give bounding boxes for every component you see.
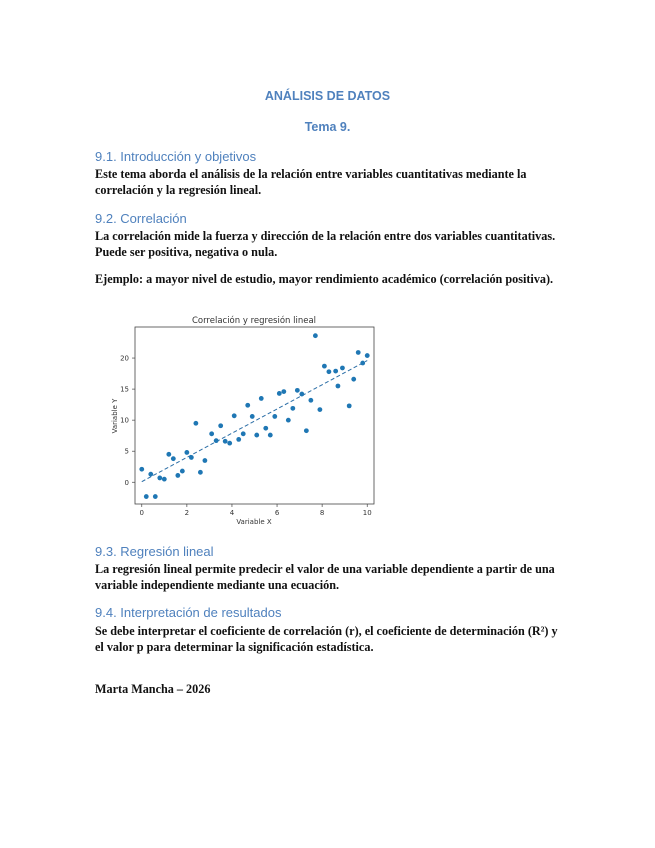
data-point	[202, 458, 207, 463]
data-point	[365, 353, 370, 358]
x-tick-label: 8	[319, 509, 325, 517]
data-point	[272, 414, 277, 419]
data-point	[290, 406, 295, 411]
data-point	[214, 438, 219, 443]
paragraph-line: Puede ser positiva, negativa o nula.	[95, 245, 278, 259]
data-point	[245, 403, 250, 408]
regression-line	[142, 361, 367, 482]
data-point	[347, 403, 352, 408]
data-point	[171, 456, 176, 461]
data-point	[193, 421, 198, 426]
data-point	[232, 413, 237, 418]
paragraph-line: La regresión lineal permite predecir el valor de una variable dependiente a partir de una	[95, 562, 555, 576]
x-tick-label: 4	[229, 509, 235, 517]
data-point	[157, 476, 162, 481]
section-heading: 9.2. Correlación	[95, 211, 187, 226]
author-line: Marta Mancha – 2026	[95, 682, 211, 696]
data-point	[263, 426, 268, 431]
data-point	[144, 494, 149, 499]
y-tick-label: 10	[120, 416, 129, 425]
x-axis-label: Variable X	[236, 518, 272, 526]
data-point	[241, 431, 246, 436]
section-heading: 9.3. Regresión lineal	[95, 544, 214, 559]
data-point	[218, 423, 223, 428]
data-point	[139, 467, 144, 472]
y-tick-label: 20	[120, 354, 129, 363]
paragraph-line: variable independiente mediante una ecuación.	[95, 578, 340, 592]
data-point	[313, 333, 318, 338]
y-tick-label: 5	[124, 447, 129, 456]
data-point	[162, 477, 167, 482]
data-point	[322, 364, 327, 369]
data-point	[259, 396, 264, 401]
data-point	[153, 494, 158, 499]
data-point	[351, 377, 356, 382]
data-point	[175, 473, 180, 478]
example-line: Ejemplo: a mayor nivel de estudio, mayor rendimiento académico (correlación positiva).	[95, 272, 554, 286]
paragraph-line: el valor p para determinar la significación estadística.	[95, 640, 374, 654]
data-point	[227, 441, 232, 446]
data-point	[250, 414, 255, 419]
data-point	[268, 433, 273, 438]
x-tick-label: 10	[362, 509, 372, 517]
data-point	[209, 431, 214, 436]
paragraph-line: La correlación mide la fuerza y dirección de la relación entre dos variables cuantitativas.	[95, 229, 556, 243]
data-point	[356, 350, 361, 355]
data-point	[336, 384, 341, 389]
document-subtitle: Tema 9.	[304, 120, 351, 134]
x-tick-label: 0	[139, 509, 144, 517]
data-point	[299, 392, 304, 397]
y-tick-label: 15	[120, 385, 129, 394]
data-point	[308, 398, 313, 403]
y-tick-label: 0	[124, 478, 129, 487]
data-point	[184, 450, 189, 455]
y-axis-label: Variable Y	[111, 398, 119, 434]
data-point	[281, 389, 286, 394]
data-point	[286, 418, 291, 423]
data-point	[148, 472, 153, 477]
x-tick-label: 2	[184, 509, 190, 517]
data-point	[236, 437, 241, 442]
data-point	[333, 369, 338, 374]
data-point	[360, 361, 365, 366]
data-point	[180, 469, 185, 474]
paragraph-line: correlación y la regresión lineal.	[95, 183, 262, 197]
x-tick-label: 6	[274, 509, 280, 517]
plot-frame	[135, 327, 374, 504]
data-point	[166, 452, 171, 457]
data-point	[304, 428, 309, 433]
data-point	[327, 369, 332, 374]
chart-title: Correlación y regresión lineal	[191, 316, 317, 326]
data-point	[317, 407, 322, 412]
section-heading: 9.4. Interpretación de resultados	[95, 605, 282, 620]
data-point	[340, 366, 345, 371]
section-heading: 9.1. Introducción y objetivos	[95, 149, 257, 164]
data-point	[223, 439, 228, 444]
paragraph-line: Este tema aborda el análisis de la relación entre variables cuantitativas mediante la	[95, 167, 527, 181]
paragraph-line: Se debe interpretar el coeficiente de correlación (r), el coeficiente de determinación (R²) y	[95, 624, 558, 638]
data-point	[198, 470, 203, 475]
data-point	[254, 433, 259, 438]
data-point	[189, 455, 194, 460]
data-point	[295, 388, 300, 393]
document-title: ANÁLISIS DE DATOS	[264, 89, 391, 103]
data-point	[277, 391, 282, 396]
